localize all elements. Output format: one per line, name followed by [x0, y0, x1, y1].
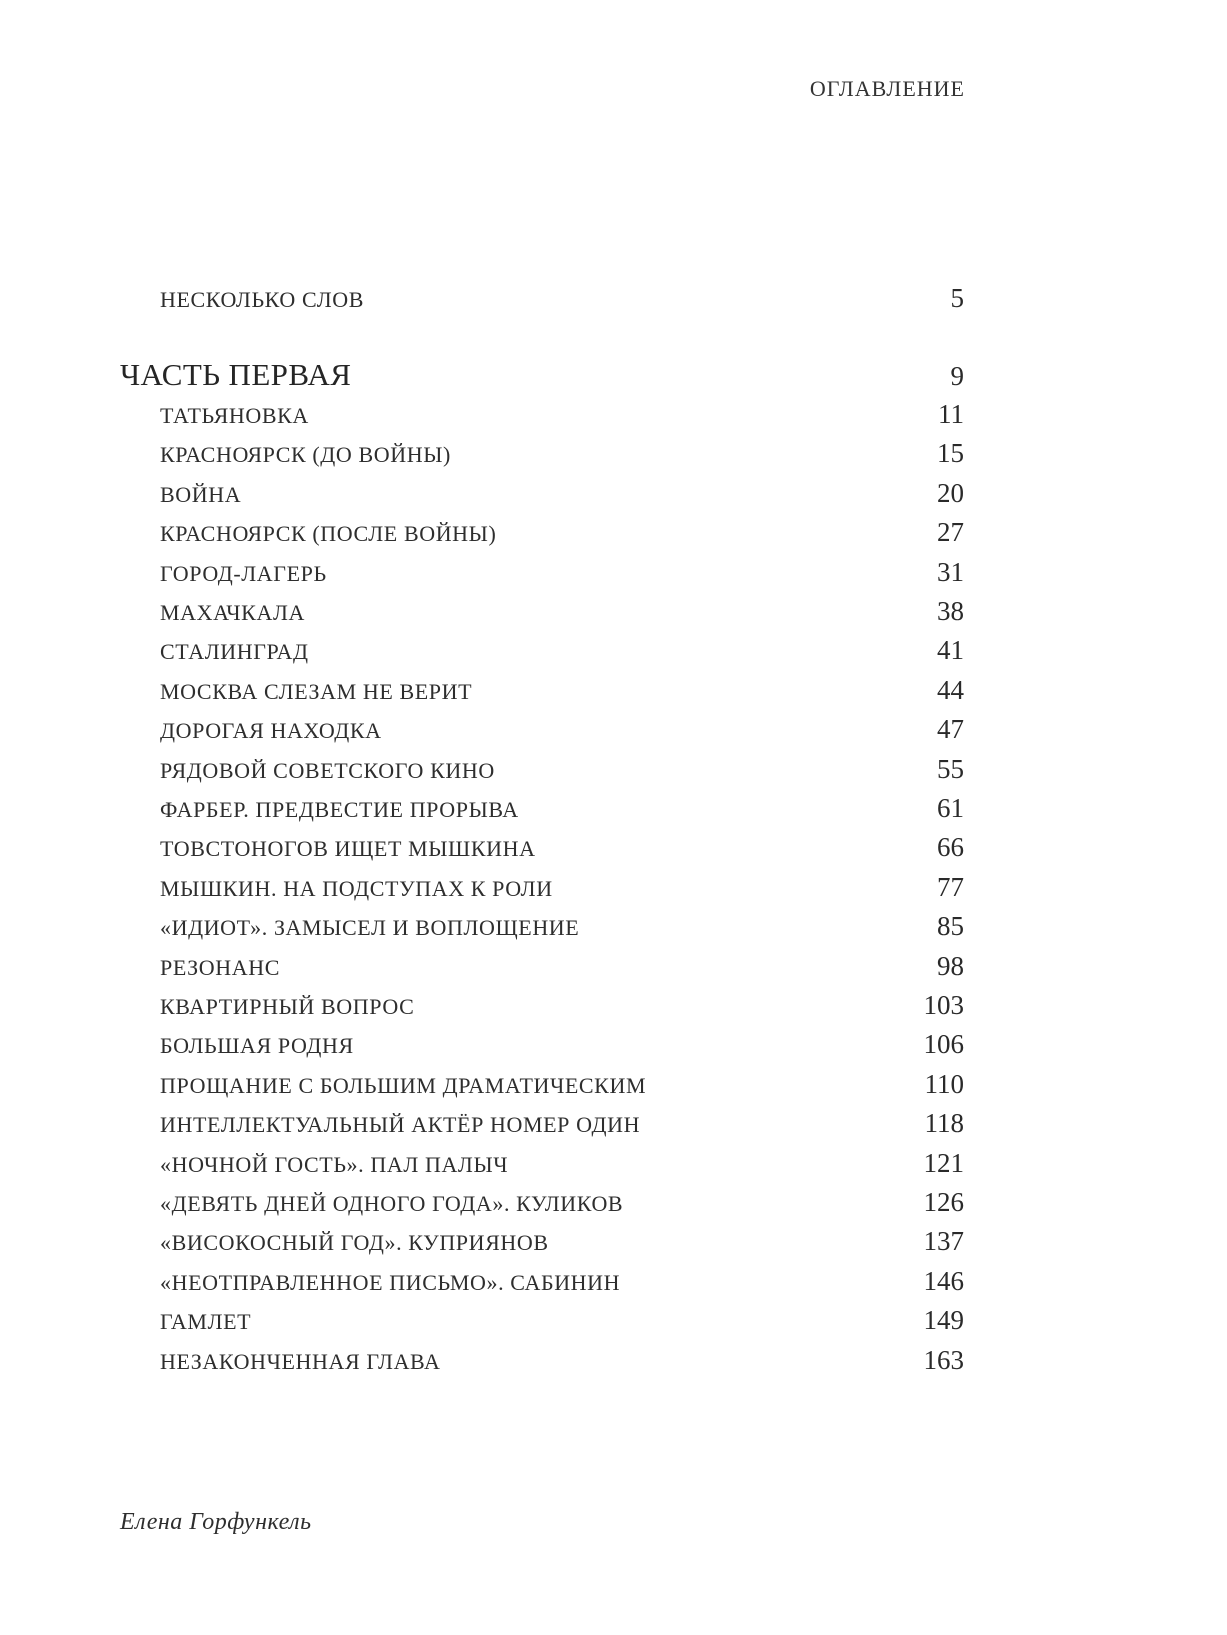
toc-entry-title: ФАРБЕР. ПРЕДВЕСТИЕ ПРОРЫВА [160, 797, 519, 822]
toc-entry [160, 1266, 964, 1302]
toc-entry [160, 1345, 964, 1381]
toc-entry-title: ГАМЛЕТ [160, 1309, 252, 1335]
toc-entry-page: 103 [923, 990, 964, 1020]
toc-entry [160, 1148, 964, 1184]
toc-entry [160, 1305, 964, 1341]
toc-entry-title: РЯДОВОЙ СОВЕТСКОГО КИНО [160, 757, 495, 783]
toc-entry-page: 118 [924, 1108, 964, 1139]
toc-entry [160, 438, 964, 474]
toc-entry [160, 1029, 964, 1065]
toc-entry-intro [160, 283, 964, 319]
toc-entry-page: 27 [937, 517, 964, 548]
toc-entry-page: 20 [937, 477, 964, 508]
toc-entry-title: ВОЙНА [160, 481, 242, 507]
toc-entry-page: 61 [937, 793, 964, 823]
toc-entry [160, 714, 964, 750]
toc-entry [160, 1108, 964, 1144]
toc-entry-page: 106 [923, 1029, 964, 1060]
toc-entry-page: 47 [937, 714, 964, 745]
toc-entry-page: 121 [923, 1147, 964, 1178]
toc-entry-page: 163 [923, 1344, 964, 1375]
toc-entry-page: 77 [937, 871, 964, 902]
toc-entry [160, 478, 964, 514]
toc-entry-page: 149 [923, 1305, 964, 1336]
toc-entry-title: ИНТЕЛЛЕКТУАЛЬНЫЙ АКТЁР НОМЕР ОДИН [160, 1112, 641, 1138]
toc-entry [160, 1069, 964, 1105]
toc-entry [160, 832, 964, 868]
toc-entry [160, 399, 964, 435]
toc-entry-title: КРАСНОЯРСК (ПОСЛЕ ВОЙНЫ) [160, 521, 497, 547]
toc-entry-title: РЕЗОНАНС [160, 954, 280, 980]
toc-entry-title: МОСКВА СЛЕЗАМ НЕ ВЕРИТ [160, 678, 473, 704]
toc-entry-title: КВАРТИРНЫЙ ВОПРОС [160, 994, 415, 1019]
toc-part-heading [120, 357, 964, 393]
toc-entry [160, 596, 964, 632]
toc-entry-title: МЫШКИН. НА ПОДСТУПАХ К РОЛИ [160, 875, 553, 901]
toc-entry-title: ПРОЩАНИЕ С БОЛЬШИМ ДРАМАТИЧЕСКИМ [160, 1072, 647, 1098]
toc-entry-page: 85 [937, 911, 964, 942]
toc-entry-title: «ИДИОТ». ЗАМЫСЕЛ И ВОПЛОЩЕНИЕ [160, 915, 580, 941]
toc-entry [160, 872, 964, 908]
toc-entry [160, 754, 964, 790]
toc-entry [160, 1226, 964, 1262]
toc-entry-title: ТОВСТОНОГОВ ИЩЕТ МЫШКИНА [160, 836, 536, 862]
toc-entry-page: 55 [937, 753, 964, 784]
toc-entry-page: 31 [937, 556, 964, 587]
toc-entry-title: «НЕОТПРАВЛЕННОЕ ПИСЬМО». САБИНИН [160, 1269, 621, 1295]
toc-entry-page: 11 [938, 399, 964, 429]
toc-entry-title: «ВИСОКОСНЫЙ ГОД». КУПРИЯНОВ [160, 1230, 549, 1256]
toc-entry-page: 137 [923, 1226, 964, 1257]
toc-entry-title: НЕЗАКОНЧЕННАЯ ГЛАВА [160, 1348, 441, 1374]
toc-entry [160, 951, 964, 987]
toc-entry-page: 146 [923, 1265, 964, 1296]
toc-entry [160, 793, 964, 829]
toc-entry [160, 517, 964, 553]
toc-part-title: ЧАСТЬ ПЕРВАЯ [120, 357, 352, 392]
toc-entry-title: ГОРОД-ЛАГЕРЬ [160, 560, 327, 586]
toc-entry-page: 41 [937, 635, 964, 666]
toc-entry [160, 911, 964, 947]
toc-entry-title: КРАСНОЯРСК (ДО ВОЙНЫ) [160, 442, 451, 468]
toc-entry-title: ТАТЬЯНОВКА [160, 403, 309, 428]
toc-entry [160, 990, 964, 1026]
toc-entry-title: БОЛЬШАЯ РОДНЯ [160, 1033, 354, 1059]
toc-part-page: 9 [950, 361, 964, 391]
toc-entry-title: СТАЛИНГРАД [160, 639, 309, 665]
toc-entry-page: 5 [950, 283, 964, 313]
toc-entry [160, 675, 964, 711]
page-header-title: ОГЛАВЛЕНИЕ [809, 76, 965, 101]
toc-entry-page: 38 [937, 596, 964, 626]
toc-entry [160, 1187, 964, 1223]
toc-entry-title: «ДЕВЯТЬ ДНЕЙ ОДНОГО ГОДА». КУЛИКОВ [160, 1191, 624, 1216]
toc-entry [160, 635, 964, 671]
toc-entry-page: 110 [924, 1068, 964, 1099]
footer-author: Елена Горфункель [120, 1509, 312, 1535]
toc-entry-title: МАХАЧКАЛА [160, 600, 305, 625]
toc-entry-title: «НОЧНОЙ ГОСТЬ». ПАЛ ПАЛЫЧ [160, 1151, 509, 1177]
toc-entry-page: 44 [937, 674, 964, 705]
toc-entry-title: ДОРОГАЯ НАХОДКА [160, 718, 382, 744]
toc-entry-title: НЕСКОЛЬКО СЛОВ [160, 287, 364, 312]
toc-entry [160, 557, 964, 593]
toc-entry-page: 98 [937, 950, 964, 981]
toc-entry-page: 126 [923, 1187, 964, 1217]
toc-entry-page: 15 [937, 438, 964, 469]
toc-entry-page: 66 [937, 832, 964, 863]
